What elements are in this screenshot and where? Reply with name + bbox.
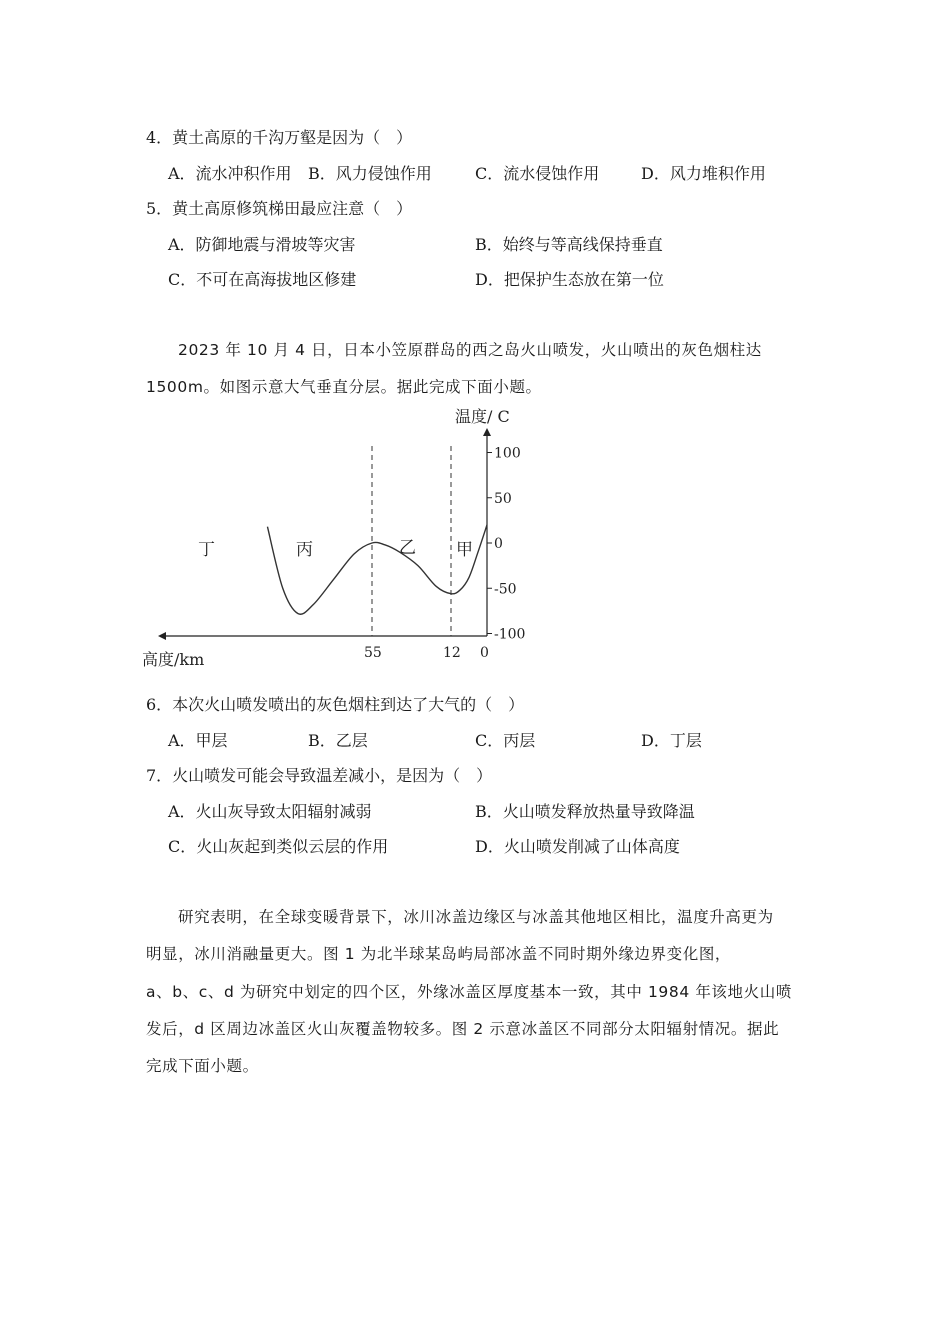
q7-option-c: C．火山灰起到类似云层的作用 — [168, 837, 389, 856]
q4-option-a: A．流水冲积作用 — [168, 164, 292, 183]
passage2-line1: 研究表明，在全球变暖背景下，冰川冰盖边缘区与冰盖其他地区相比，温度升高更为 — [178, 908, 774, 926]
q5-option-b: B．始终与等高线保持垂直 — [475, 235, 663, 254]
q7-option-a: A．火山灰导致太阳辐射减弱 — [168, 802, 372, 821]
passage1-line1: 2023 年 10 月 4 日，日本小笠原群岛的西之岛火山喷发，火山喷出的灰色烟柱达 — [178, 341, 762, 359]
y-axis-arrow — [483, 428, 491, 436]
q5-stem: 5．黄土高原修筑梯田最应注意（ ） — [146, 199, 413, 218]
passage2-line3: a、b、c、d 为研究中划定的四个区，外缘冰盖区厚度基本一致，其中 1984 年该地火山喷 — [146, 983, 792, 1001]
q7-option-d: D．火山喷发削减了山体高度 — [475, 837, 680, 856]
atmosphere-layer-chart — [140, 400, 540, 675]
y-tick-label: -100 — [494, 626, 526, 643]
y-tick-label: 50 — [494, 490, 512, 507]
q6-option-a: A．甲层 — [168, 731, 228, 750]
q6-stem: 6．本次火山喷发喷出的灰色烟柱到达了大气的（ ） — [146, 695, 525, 714]
y-tick-label: -50 — [494, 581, 517, 598]
x-axis-arrow — [158, 632, 166, 640]
q4-option-b: B．风力侵蚀作用 — [308, 164, 432, 183]
q6-option-b: B．乙层 — [308, 731, 368, 750]
passage2-line5: 完成下面小题。 — [146, 1057, 259, 1075]
x-tick-label: 55 — [364, 645, 382, 661]
y-axis-label: 温度/ C — [455, 407, 510, 426]
x-axis-label: 高度/km — [142, 650, 205, 669]
layer-label: 乙 — [399, 538, 416, 558]
q6-option-d: D．丁层 — [641, 731, 702, 750]
layer-label: 丙 — [296, 540, 313, 560]
q4-option-c: C．流水侵蚀作用 — [475, 164, 600, 183]
passage2-line4: 发后，d 区周边冰盖区火山灰覆盖物较多。图 2 示意冰盖区不同部分太阳辐射情况。据此 — [146, 1020, 780, 1038]
layer-label: 丁 — [198, 540, 215, 560]
q4-stem: 4．黄土高原的千沟万壑是因为（ ） — [146, 128, 413, 147]
chart-svg — [140, 400, 540, 675]
q4-option-d: D．风力堆积作用 — [641, 164, 766, 183]
temperature-curve — [267, 525, 487, 614]
passage1-line2: 1500m。如图示意大气垂直分层。据此完成下面小题。 — [146, 378, 542, 396]
x-tick-label: 0 — [480, 645, 489, 661]
q7-option-b: B．火山喷发释放热量导致降温 — [475, 802, 695, 821]
q6-option-c: C．丙层 — [475, 731, 536, 750]
q7-stem: 7．火山喷发可能会导致温差减小，是因为（ ） — [146, 766, 493, 785]
y-tick-label: 0 — [494, 536, 503, 552]
x-tick-label: 12 — [443, 645, 461, 661]
q5-option-c: C．不可在高海拔地区修建 — [168, 270, 357, 289]
y-tick-label: 100 — [494, 445, 521, 462]
layer-label: 甲 — [456, 540, 473, 560]
q5-option-a: A．防御地震与滑坡等灾害 — [168, 235, 356, 254]
q5-option-d: D．把保护生态放在第一位 — [475, 270, 664, 289]
passage2-line2: 明显，冰川消融量更大。图 1 为北半球某岛屿局部冰盖不同时期外缘边界变化图， — [146, 945, 732, 963]
